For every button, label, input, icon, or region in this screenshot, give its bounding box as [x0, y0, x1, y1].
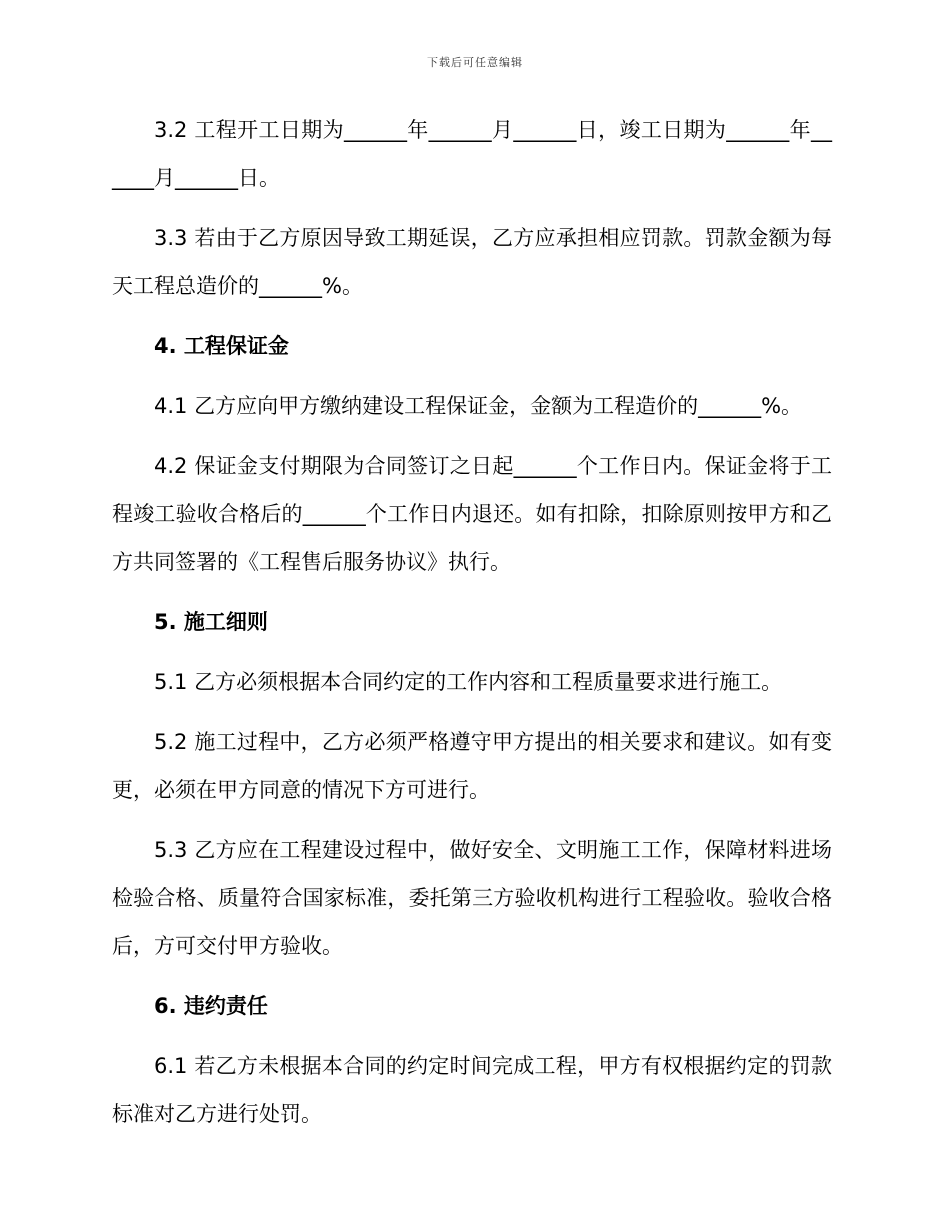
clause-5-1: 5.1 乙方必须根据本合同约定的工作内容和工程质量要求进行施工。: [154, 670, 783, 694]
clause-4-1: 4.1 乙方应向甲方缴纳建设工程保证金，金额为工程造价的______%。: [154, 394, 803, 418]
section-heading-5: 5. 施工细则: [154, 610, 268, 634]
clause-3-2: 3.2 工程开工日期为______年______月______日，竣工日期为______年______月______日。: [112, 118, 832, 190]
section-heading-6: 6. 违约责任: [154, 994, 268, 1018]
document-body: [112, 106, 832, 1150]
clause-5-2: 5.2 施工过程中，乙方必须严格遵守甲方提出的相关要求和建议。如有变更，必须在甲方同意的情况下方可进行。: [112, 730, 832, 802]
clause-5-3: 5.3 乙方应在工程建设过程中，做好安全、文明施工工作，保障材料进场检验合格、质量符合国家标准，委托第三方验收机构进行工程验收。验收合格后，方可交付甲方验收。: [112, 838, 832, 958]
section-heading-4: 4. 工程保证金: [154, 334, 289, 358]
page-header-note: 下载后可任意编辑: [427, 56, 523, 69]
clause-3-3: 3.3 若由于乙方原因导致工期延误，乙方应承担相应罚款。罚款金额为每天工程总造价的______%。: [112, 226, 832, 298]
clause-4-2: 4.2 保证金支付期限为合同签订之日起______个工作日内。保证金将于工程竣工验收合格后的______个工作日内退还。如有扣除，扣除原则按甲方和乙方共同签署的《工程售后服务协议》执行。: [112, 454, 832, 574]
clause-6-1: 6.1 若乙方未根据本合同的约定时间完成工程，甲方有权根据约定的罚款标准对乙方进行处罚。: [112, 1054, 832, 1126]
